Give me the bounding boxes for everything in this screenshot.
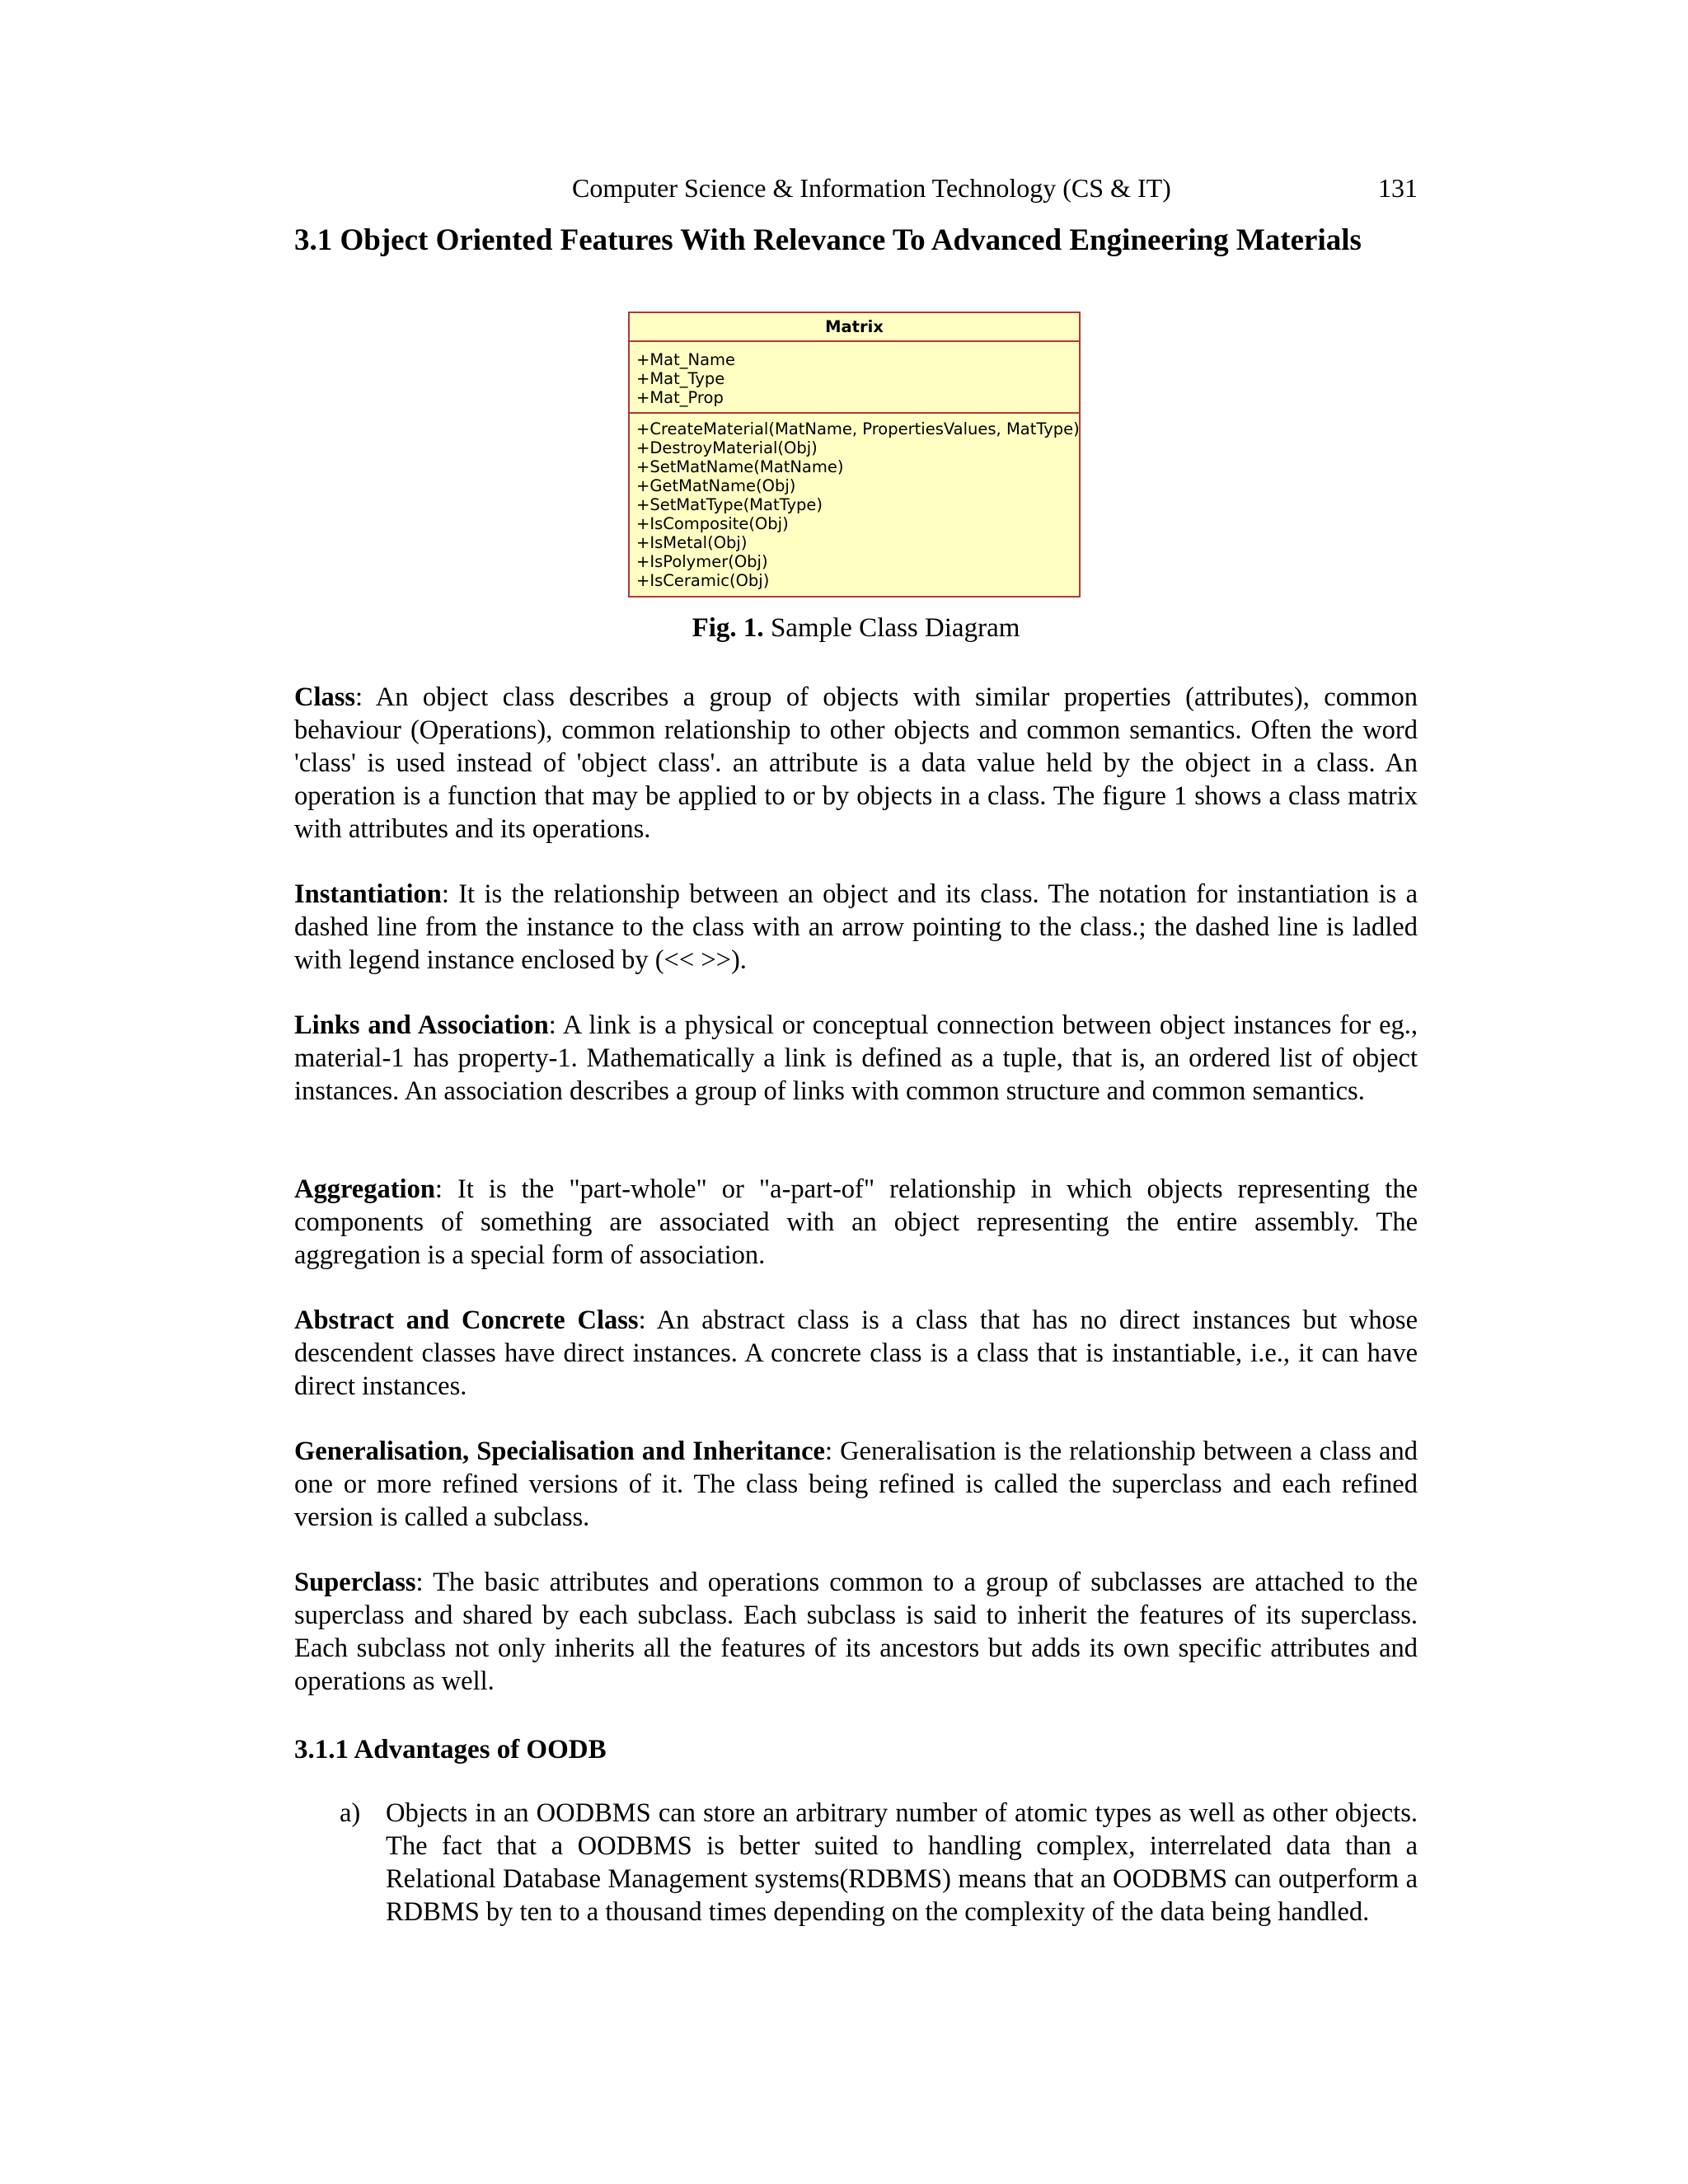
paragraph-links-association [294,1009,1418,1108]
class-operation: +IsPolymer(Obj) [636,552,768,571]
term-heading: Instantiation [294,879,442,909]
term-heading: Class [294,682,356,712]
paragraph-generalisation [294,1435,1418,1534]
class-name: Matrix [630,313,1079,342]
journal-name: Computer Science & Information Technology (CS & IT) [572,173,1171,203]
paragraph-text: : A link is a physical or conceptual connection between object instances for eg., material-1 has property-1. Mathematically a link is defined as a tuple, that is, an ordered list of object instances. An association describes a group of links with common structure and common semantics. [294,1010,1418,1106]
class-operation: +IsComposite(Obj) [636,514,789,533]
class-operation: +IsCeramic(Obj) [636,571,770,590]
class-attributes [630,342,1079,414]
figure-caption-text: Sample Class Diagram [763,613,1020,643]
class-attribute: +Mat_Name [636,350,736,369]
class-operations [630,414,1079,596]
paragraph-text: : It is the "part-whole" or "a-part-of" relationship in which objects representing the components of something are associated with an object representing the entire assembly. The aggregation is a special form of association. [294,1174,1418,1270]
list-marker: a) [340,1798,361,1828]
list-item [340,1797,1418,1929]
list-item-text: Objects in an OODBMS can store an arbitrary number of atomic types as well as other objects. The fact that a OODBMS is better suited to handling complex, interrelated data than a Relational Database Management systems(RDBMS) means that an OODBMS can outperform a RDBMS by ten to a thousand times depending on the complexity of the data being handled. [386,1798,1418,1927]
class-operation: +GetMatName(Obj) [636,476,796,495]
running-header [294,173,1418,206]
class-operation: +SetMatType(MatType) [636,495,823,514]
paragraph-text: : It is the relationship between an object and its class. The notation for instantiation is a dashed line from the instance to the class with an arrow pointing to the class.; the dashed line is ladled with legend instance enclosed by (<< >>). [294,879,1418,975]
paragraph-class [294,681,1418,846]
class-operation: +SetMatName(MatName) [636,457,844,476]
paragraph-aggregation [294,1173,1418,1272]
term-heading: Aggregation [294,1174,435,1204]
class-operation: +DestroyMaterial(Obj) [636,438,818,457]
paragraph-instantiation [294,878,1418,977]
paragraph-text: : The basic attributes and operations common to a group of subclasses are attached to the superclass and shared by each subclass. Each subclass is said to inherit the features of its superclass. Each subclass not only inherits all the features of its ancestors but adds its own specific attributes and operations as well. [294,1568,1418,1696]
paragraph-superclass [294,1566,1418,1698]
class-operation: +IsMetal(Obj) [636,533,748,552]
paragraph-text: : An abstract class is a class that has no direct instances but whose descendent classes have direct instances. A concrete class is a class that is instantiable, i.e., it can have direct instances. [294,1305,1418,1401]
class-attribute: +Mat_Prop [636,388,724,407]
section-title: 3.1 Object Oriented Features With Relevance To Advanced Engineering Materials [294,223,1362,257]
page-number: 131 [1378,173,1418,203]
paragraph-text: : An object class describes a group of objects with similar properties (attributes), common behaviour (Operations), common relationship to other objects and common semantics. Often the word 'class' is used instead of 'object class'. an attribute is a data value held by the object in a class. An operation is a function that may be applied to or by objects in a class. The figure 1 shows a class matrix with attributes and its operations. [294,682,1418,844]
figure-label: Fig. 1. [692,613,764,643]
class-operation: +CreateMaterial(MatName, PropertiesValues, MatType) [636,419,1080,438]
term-heading: Superclass [294,1568,416,1597]
term-heading: Links and Association [294,1010,549,1040]
paragraph-text: : Generalisation is the relationship between a class and one or more refined versions of it. The class being refined is called the superclass and each refined version is called a subclass. [294,1436,1418,1532]
term-heading: Abstract and Concrete Class [294,1305,639,1335]
class-attribute: +Mat_Type [636,369,725,388]
class-diagram-matrix [628,312,1081,598]
paragraph-abstract-concrete [294,1304,1418,1403]
term-heading: Generalisation, Specialisation and Inheritance [294,1436,825,1466]
subsection-title: 3.1.1 Advantages of OODB [294,1735,607,1765]
figure-caption [294,613,1418,644]
